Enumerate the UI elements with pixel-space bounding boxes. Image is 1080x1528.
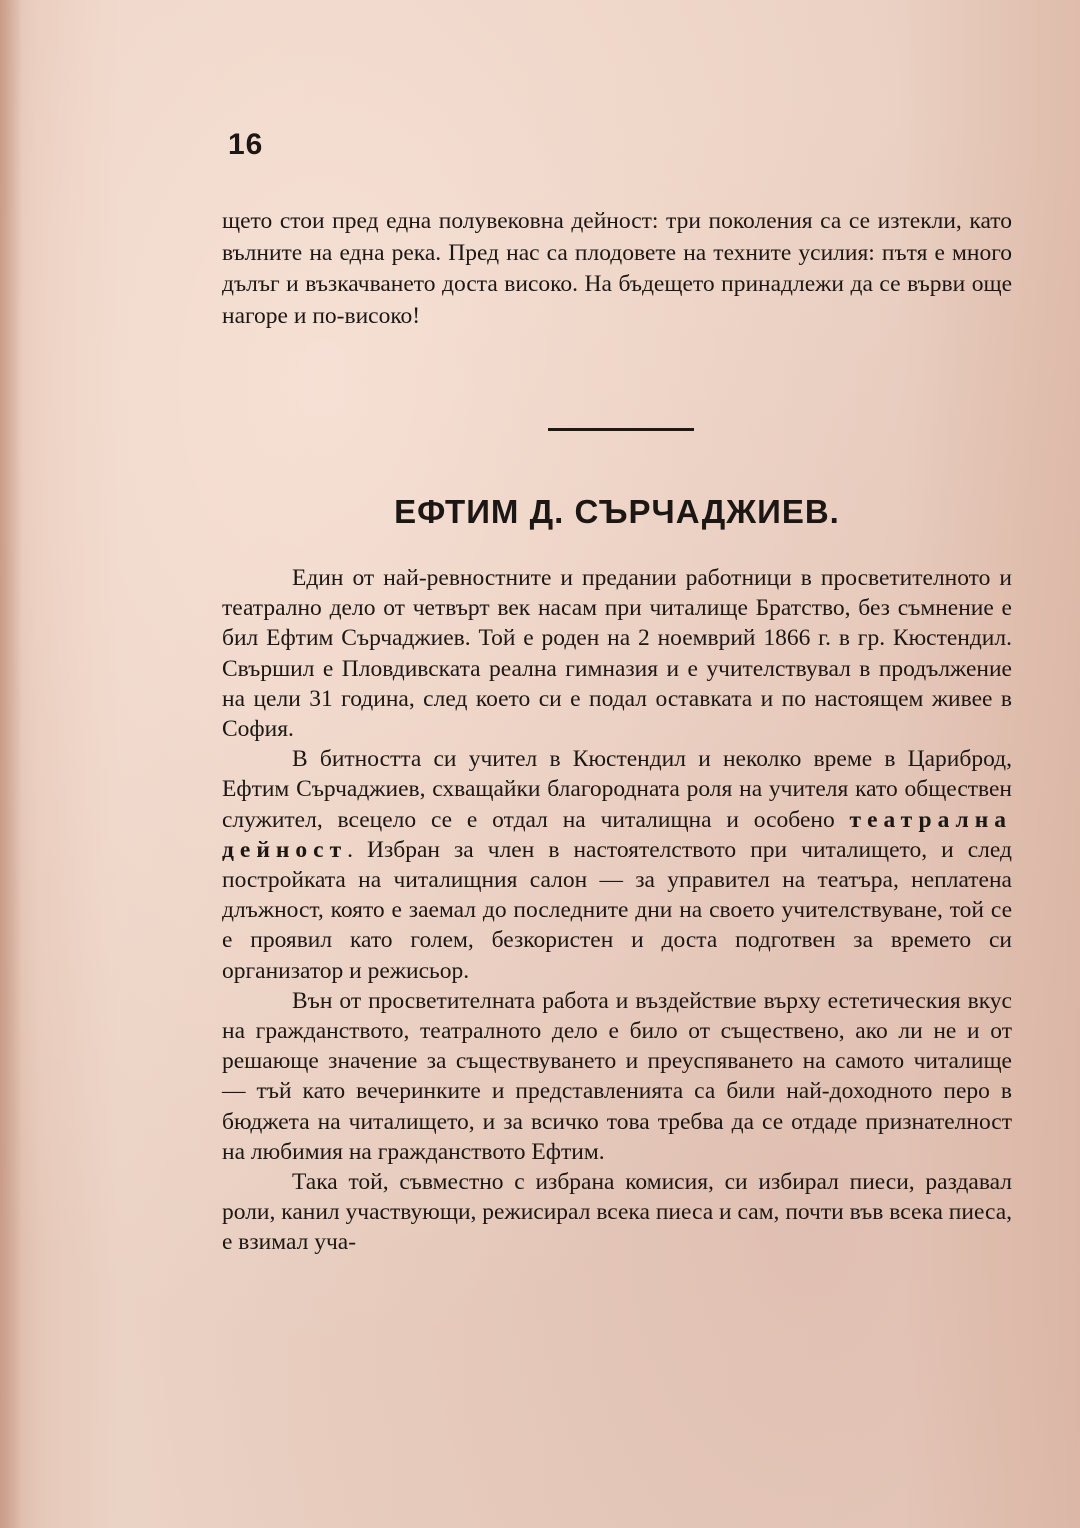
paragraph-3: Вън от просветителната работа и въздействие върху естетическия вкус на гражданството, театралното дело е било от съществено, ако ли не и от решающе значение за съществуването и преуспяването на самото читалище — тъй като вечеринките и представленията са били най-доходното перо в бюджета на читалището, и за всичко това требва да се отдаде признателност на любимия на гражданството Ефтим.	[222, 987, 1012, 1165]
article-body	[222, 563, 1012, 1258]
section-divider	[548, 428, 694, 431]
article-title: ЕФТИМ Д. СЪРЧАДЖИЕВ.	[394, 493, 840, 530]
paragraph-1: Един от най-ревностните и предании работници в просветителното и театрално дело от четвърт век насам при читалище Братство, без съмнение е бил Ефтим Сърчаджиев. Той е роден на 2 ноемврий 1866 г. в гр. Кюстендил. Свършил е Пловдивската реална гимназия и е учителствувал в продължение на цели 31 година, след което си е подал оставката и по настоящем живее в София.	[222, 565, 1012, 743]
paragraph-2	[222, 744, 1012, 986]
intro-paragraph: щето стои пред една полувековна дейност: три поколения са се изтекли, като вълните на една река. Пред нас са плодовете на техните усилия: пътя е много дълъг и възкачването доста високо. На бъдещето принадлежи да се върви още нагоре и по-високо!	[222, 208, 1012, 329]
emphasized-phrase: театрална дейност	[222, 806, 1012, 863]
paragraph-4: Така той, съвместно с избрана комисия, си избирал пиеси, раздавал роли, канил участвующи, режисирал всека пиеса и сам, почти във всека пиеса, е взимал уча-	[222, 1169, 1012, 1256]
paragraph-2-start: В битността си учител в Кюстендил и неколко време в Цариброд, Ефтим Сърчаджиев, схващайки благородната роля на учителя като обществен служител, всецело се е отдал на читалищна и особено	[222, 746, 1012, 833]
page-binding-edge	[0, 0, 22, 1528]
paragraph-2-end: . Избран за член в настоятелството при читалището, и след постройката на читалищния салон — за управител на театъра, неплатена длъжност, която е заемал до последните дни на своето учителствуване, той се е проявил като голем, безкористен и доста подготвен за времето си организатор и режисьор.	[222, 836, 1012, 984]
page-number: 16	[228, 128, 264, 161]
